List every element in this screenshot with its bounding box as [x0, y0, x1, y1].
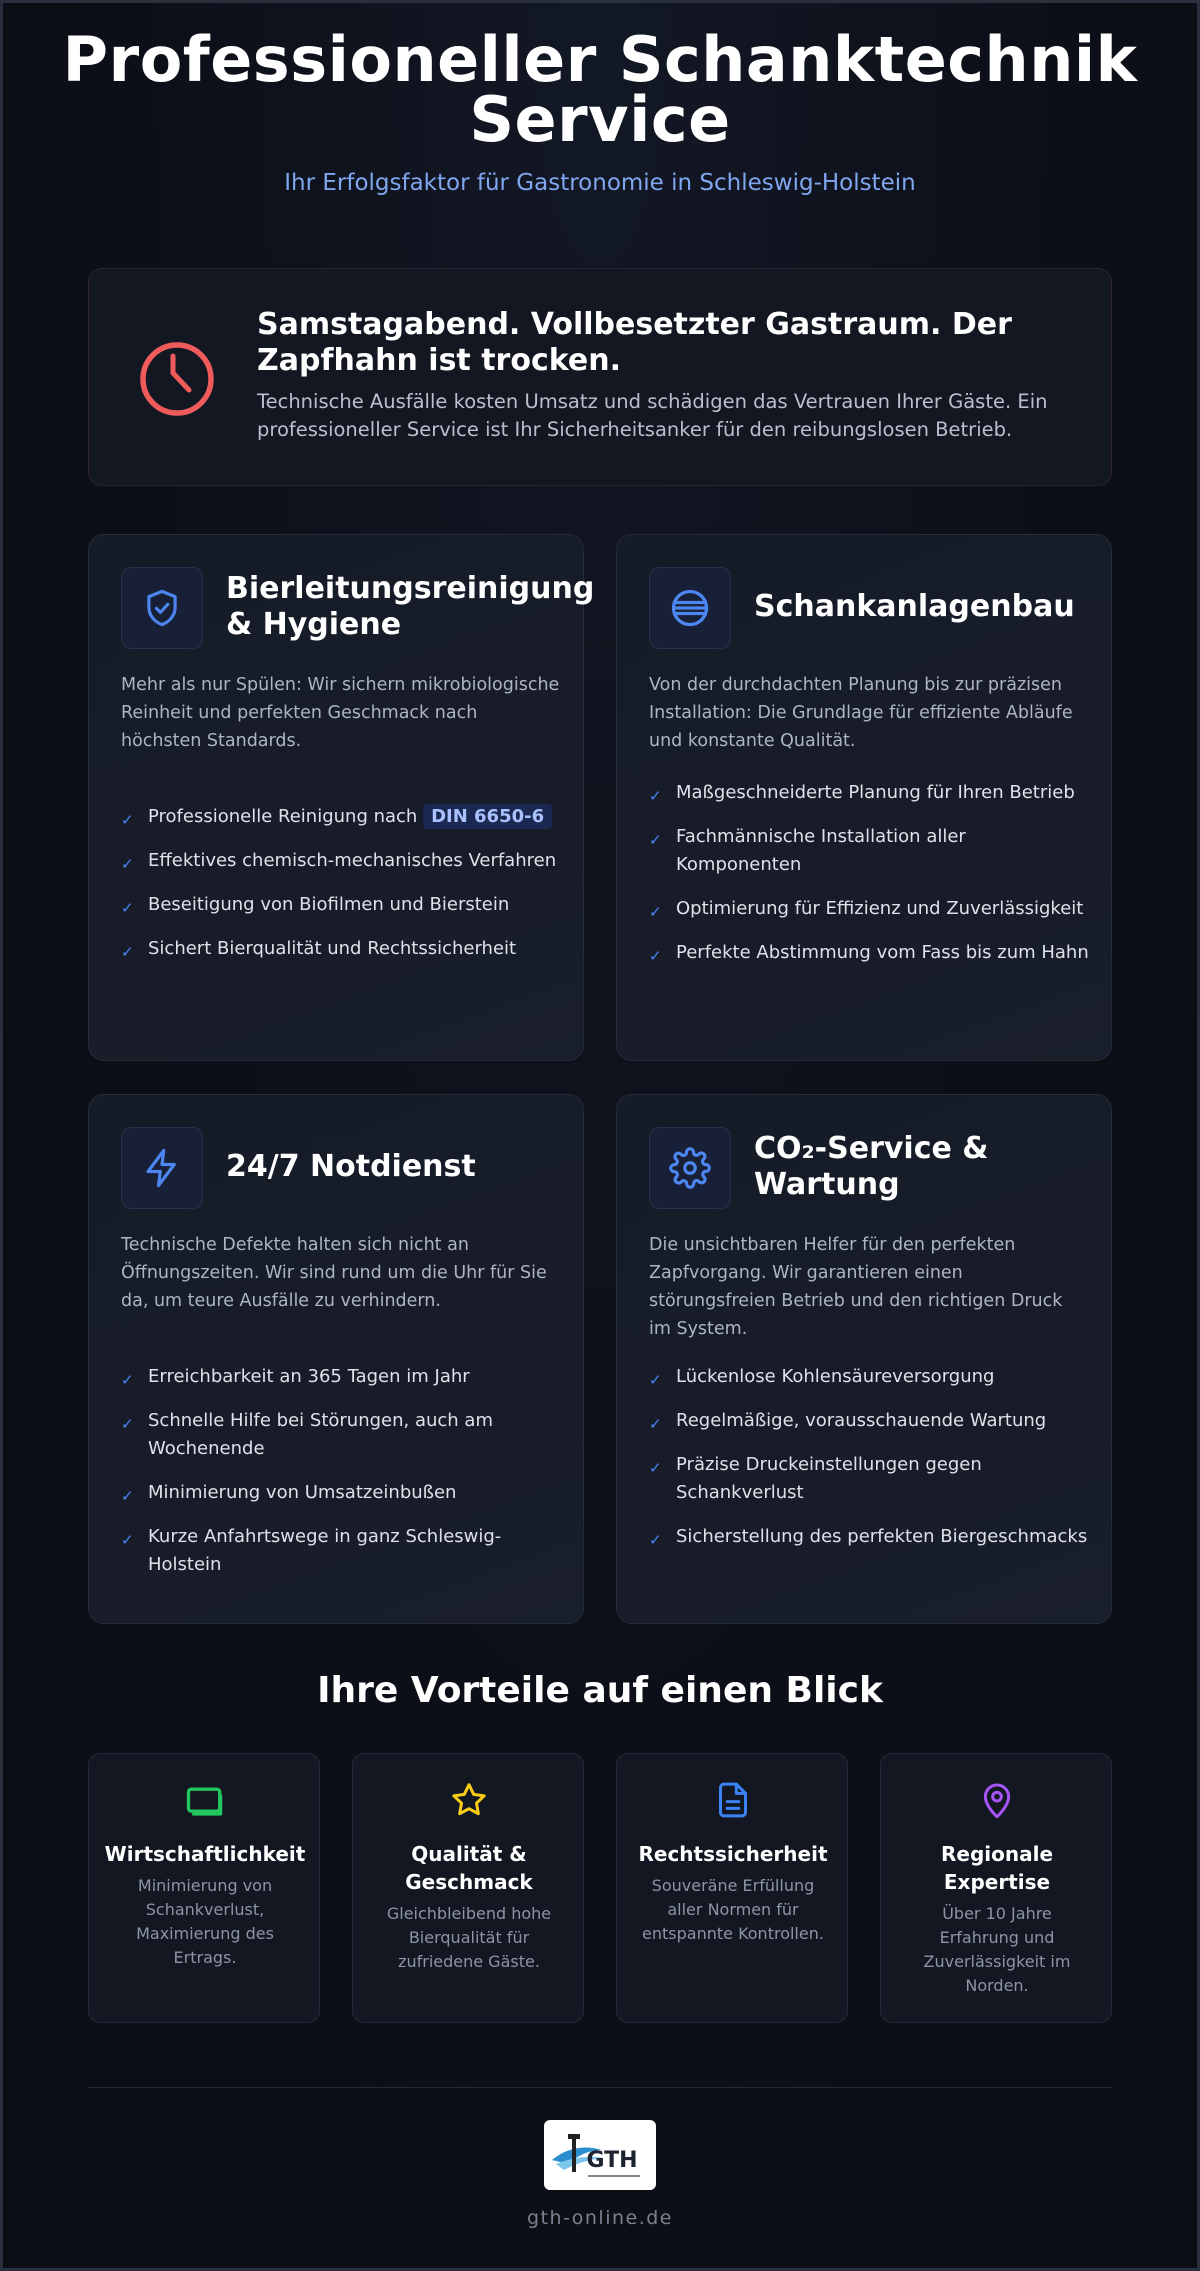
lightning-icon [121, 1127, 203, 1209]
advantage-tile-regional [880, 1753, 1112, 2023]
list-item: ✓ Sicherstellung des perfekten Biergeschmacks [649, 1523, 1089, 1551]
advantage-title: Qualität & Geschmack [405, 1842, 533, 1894]
advantage-text: Über 10 Jahre Erfahrung und Zuverlässigkeit im Norden. [923, 1904, 1071, 1995]
service-description: Technische Defekte halten sich nicht an Öffnungszeiten. Wir sind rund um die Uhr für Sie da, um teure Ausfälle zu verhindern. [121, 1235, 547, 1311]
service-description: Von der durchdachten Planung bis zur präzisen Installation: Die Grundlage für effiziente Abläufe und konstante Qualität. [649, 675, 1073, 751]
advantage-title: Wirtschaftlichkeit [104, 1842, 306, 1866]
shield-check-icon [121, 567, 203, 649]
list-item: ✓ Maßgeschneiderte Planung für Ihren Betrieb [649, 779, 1089, 807]
list-item: ✓ Fachmännische Installation aller Komponenten [649, 826, 966, 875]
check-icon: ✓ [649, 947, 662, 965]
footer-domain-link[interactable]: gth-online.de [526, 2207, 673, 2229]
service-card-emergency [88, 1094, 584, 1624]
gth-logo[interactable] [544, 2120, 656, 2190]
advantage-tile-legal [616, 1753, 848, 2023]
list-item: ✓ Präzise Druckeinstellungen gegen Schankverlust [649, 1454, 982, 1503]
service-description: Die unsichtbaren Helfer für den perfekten Zapfvorgang. Wir garantieren einen störungsfreien Betrieb und den richtigen Druck im System. [649, 1235, 1063, 1339]
service-feature-list [121, 803, 561, 979]
check-icon: ✓ [649, 831, 662, 849]
service-title: Schankanlagenbau [754, 589, 1075, 624]
check-icon: ✓ [649, 1415, 662, 1433]
service-title: Bierleitungsreinigung & Hygiene [226, 571, 595, 642]
service-feature-list [649, 1363, 1089, 1567]
advantage-text: Souveräne Erfüllung aller Normen für entspannte Kontrollen. [642, 1876, 824, 1943]
check-icon: ✓ [121, 1415, 134, 1433]
list-item: ✓ Sichert Bierqualität und Rechtssicherheit [121, 935, 561, 963]
star-icon [449, 1780, 489, 1820]
list-item: ✓ Regelmäßige, vorausschauende Wartung [649, 1407, 1089, 1435]
list-item: ✓ Professionelle Reinigung nach DIN 6650-6 [121, 803, 561, 831]
problem-callout [88, 268, 1112, 486]
advantage-title: Regionale Expertise [940, 1842, 1054, 1894]
advantage-tile-quality [352, 1753, 584, 2023]
service-feature-list [649, 779, 1089, 983]
advantage-text: Minimierung von Schankverlust, Maximierung des Ertrags. [136, 1876, 274, 1967]
advantage-title: Rechtssicherheit [638, 1842, 828, 1866]
check-icon: ✓ [121, 899, 134, 917]
list-item: ✓ Schnelle Hilfe bei Störungen, auch am Wochenende [121, 1410, 493, 1459]
callout-title: Samstagabend. Vollbesetzter Gastraum. Der Zapfhahn ist trocken. [257, 307, 1012, 378]
page-header [0, 23, 1200, 196]
list-item: ✓ Lückenlose Kohlensäureversorgung [649, 1363, 1089, 1391]
document-icon [713, 1780, 753, 1820]
check-icon: ✓ [121, 855, 134, 873]
advantage-tile-economy [88, 1753, 320, 2023]
list-item: ✓ Perfekte Abstimmung vom Fass bis zum Hahn [649, 939, 1089, 967]
check-icon: ✓ [121, 1531, 134, 1549]
list-item: ✓ Kurze Anfahrtswege in ganz Schleswig-Holstein [121, 1526, 502, 1575]
money-icon [183, 1780, 227, 1824]
callout-text: Technische Ausfälle kosten Umsatz und schädigen das Vertrauen Ihrer Gäste. Ein professioneller Service ist Ihr Sicherheitsanker für den reibungslosen Betrieb. [257, 390, 1048, 441]
list-item: ✓ Optimierung für Effizienz und Zuverlässigkeit [649, 895, 1089, 923]
keg-icon [649, 567, 731, 649]
check-icon: ✓ [121, 1487, 134, 1505]
service-feature-list [121, 1363, 561, 1595]
service-title: 24/7 Notdienst [226, 1149, 476, 1184]
map-pin-icon [977, 1780, 1017, 1820]
check-icon: ✓ [649, 1459, 662, 1477]
footer-divider [88, 2087, 1112, 2088]
check-icon: ✓ [649, 787, 662, 805]
list-item: ✓ Minimierung von Umsatzeinbußen [121, 1479, 561, 1507]
list-item: ✓ Erreichbarkeit an 365 Tagen im Jahr [121, 1363, 561, 1391]
check-icon: ✓ [649, 1531, 662, 1549]
check-icon: ✓ [121, 1371, 134, 1389]
service-description: Mehr als nur Spülen: Wir sichern mikrobiologische Reinheit und perfekten Geschmack nach höchsten Standards. [121, 675, 560, 751]
advantage-text: Gleichbleibend hohe Bierqualität für zufriedene Gäste. [386, 1904, 552, 1971]
check-icon: ✓ [649, 1371, 662, 1389]
advantages-heading: Ihre Vorteile auf einen Blick [317, 1670, 883, 1711]
service-card-line-cleaning [88, 534, 595, 1061]
check-icon: ✓ [121, 943, 134, 961]
service-card-co2 [616, 1094, 1112, 1624]
list-item: ✓ Beseitigung von Biofilmen und Bierstein [121, 891, 561, 919]
page-subtitle: Ihr Erfolgsfaktor für Gastronomie in Schleswig-Holstein [284, 170, 916, 196]
service-card-installation [616, 534, 1112, 1061]
service-title: CO₂-Service & Wartung [754, 1131, 989, 1202]
list-item: ✓ Effektives chemisch-mechanisches Verfahren [121, 847, 561, 875]
page-title: Professioneller Schanktechnik Service [62, 23, 1138, 156]
din-norm-badge: DIN 6650-6 [423, 804, 552, 829]
check-icon: ✓ [649, 903, 662, 921]
gear-icon [649, 1127, 731, 1209]
logo-text: GTH [586, 2148, 638, 2173]
prohibited-tap-icon [137, 339, 217, 419]
check-icon: ✓ [121, 811, 134, 829]
